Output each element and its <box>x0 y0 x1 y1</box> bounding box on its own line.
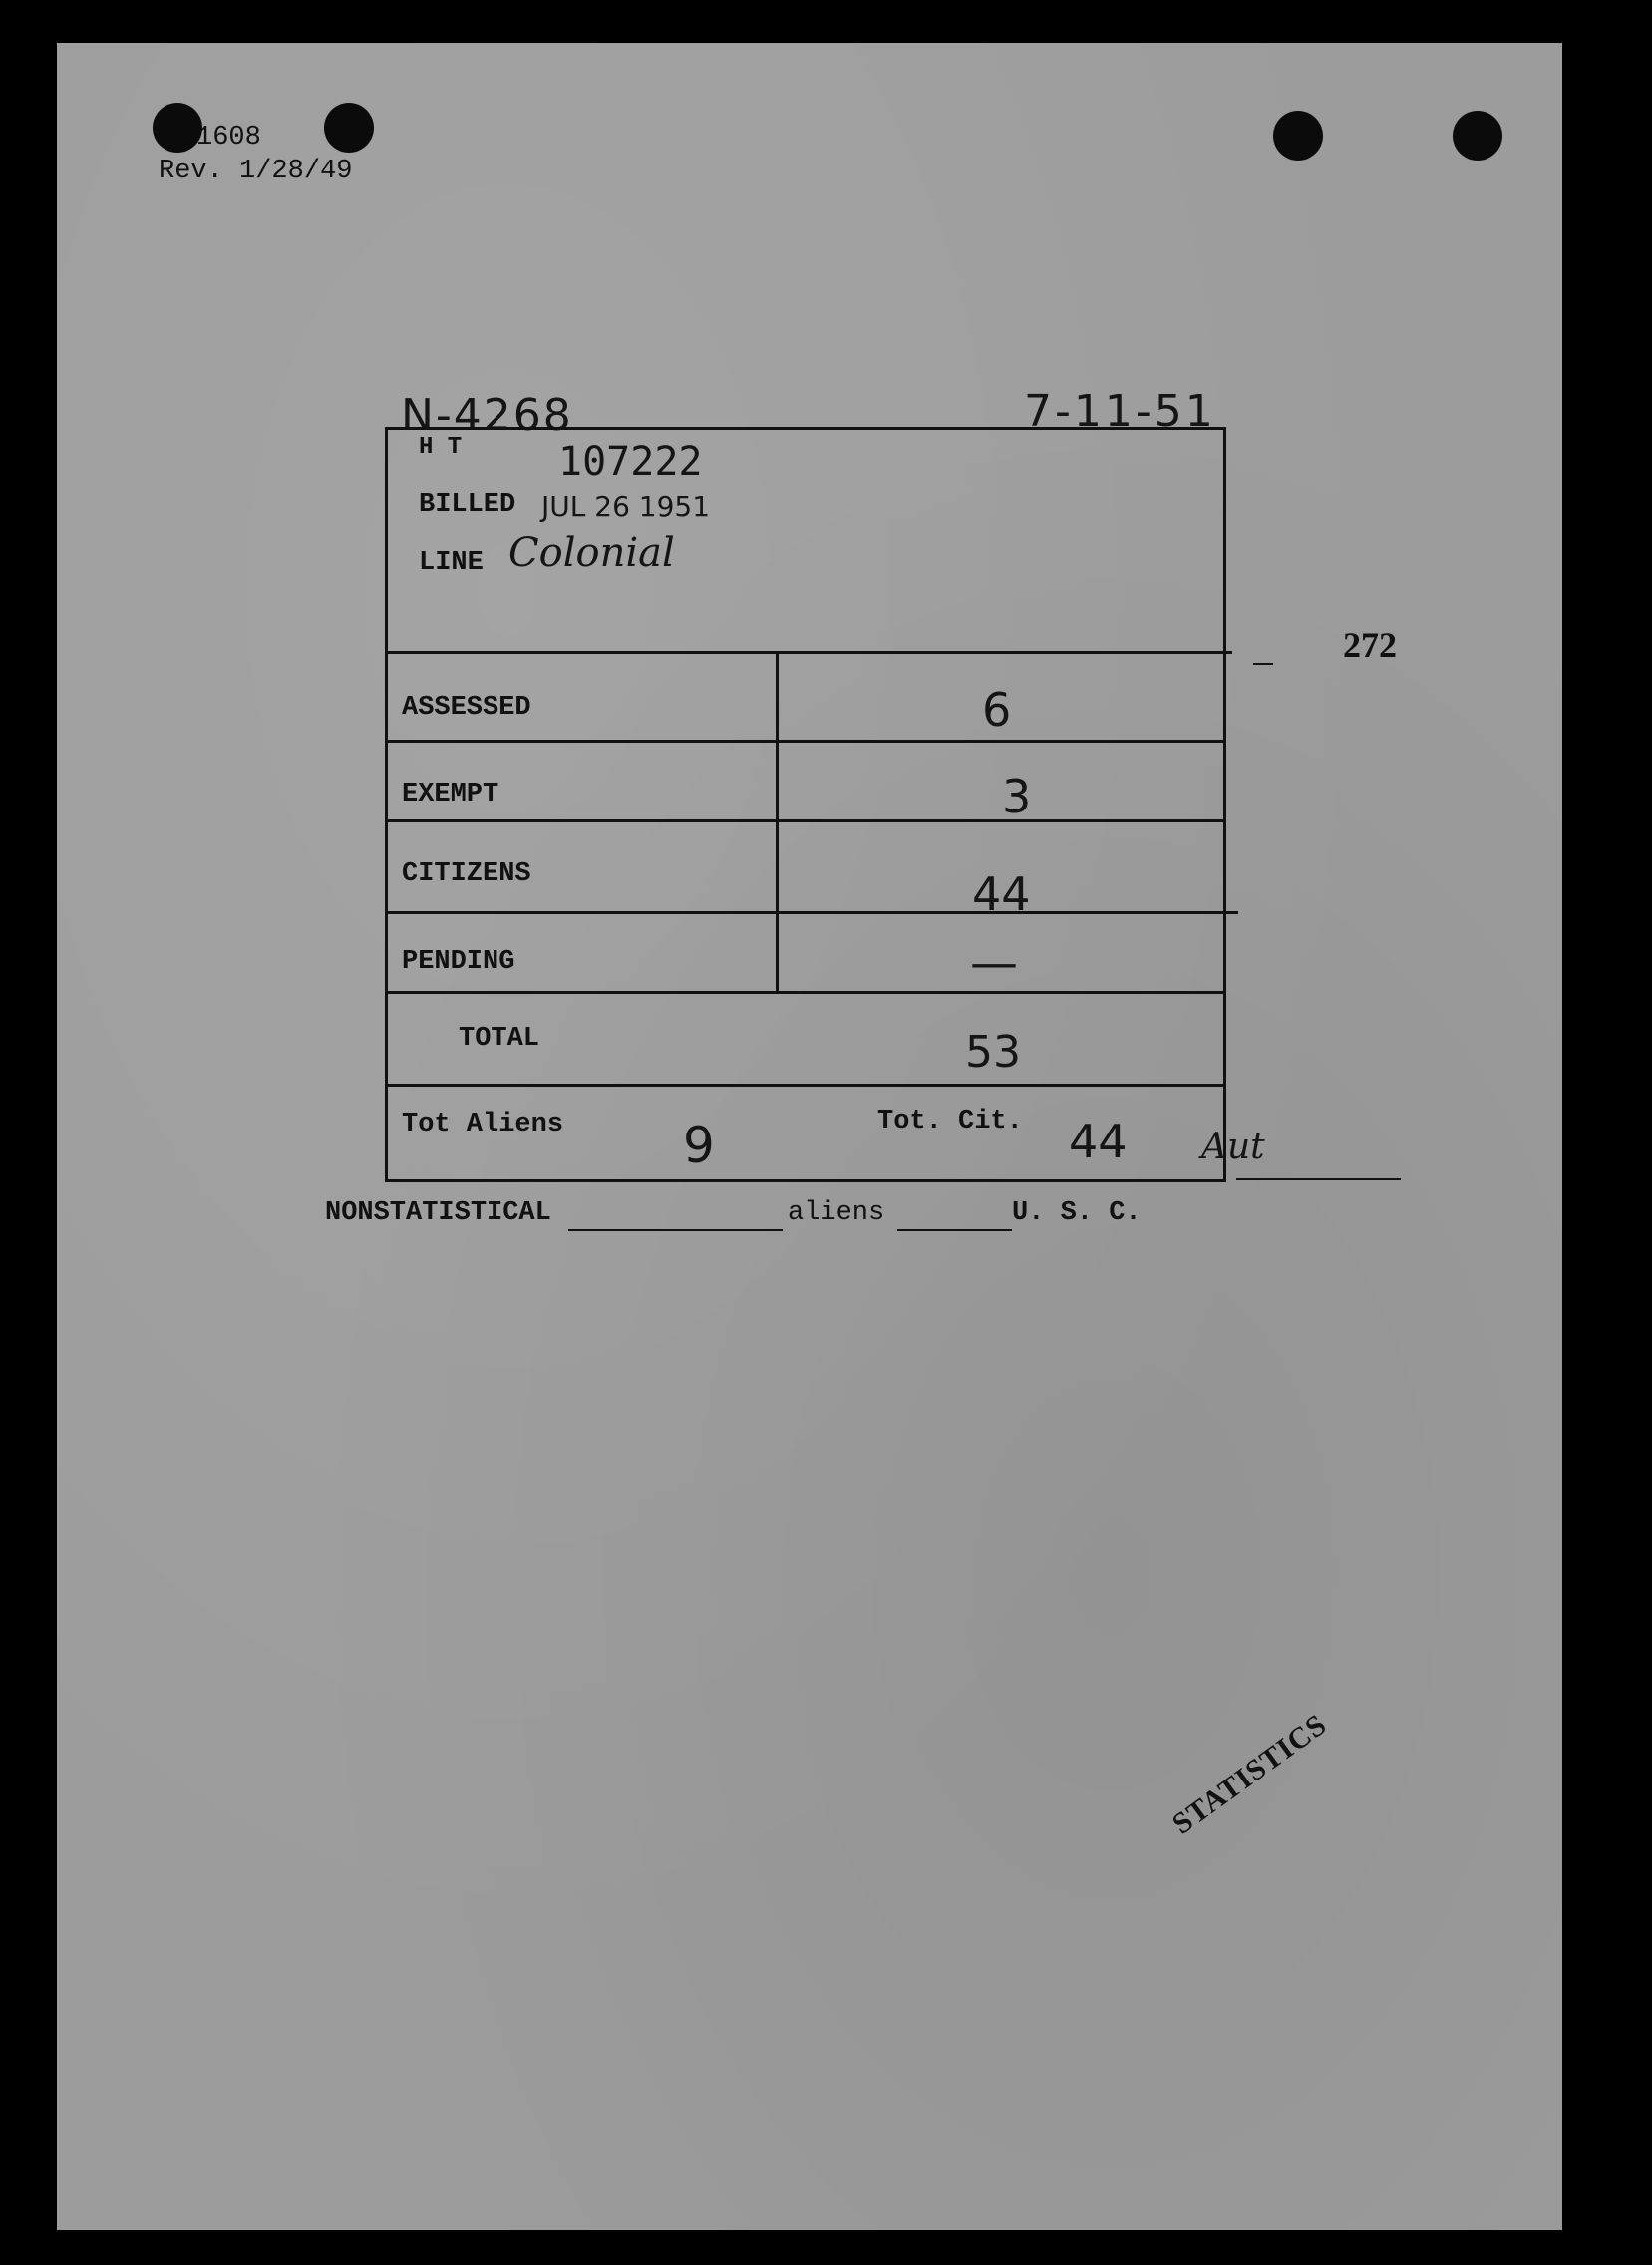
side-tick <box>1253 663 1273 665</box>
row-label-exempt: EXEMPT <box>402 780 499 809</box>
file-number-handwritten: N-4268 <box>401 390 573 441</box>
punch-hole <box>153 103 202 153</box>
row-label-pending: PENDING <box>402 947 515 977</box>
statistics-stamp: STATISTICS <box>1166 1707 1333 1841</box>
total-label: TOTAL <box>459 1024 540 1054</box>
aliens-blank <box>897 1229 1012 1231</box>
usc-label: U. S. C. <box>1012 1198 1142 1228</box>
divider <box>385 740 1226 743</box>
billed-date: JUL 26 1951 <box>541 490 711 523</box>
row-value-pending: — <box>970 935 1018 991</box>
row-value-exempt: 3 <box>1002 770 1032 823</box>
billed-label: BILLED <box>419 490 516 520</box>
date-handwritten: 7-11-51 <box>1024 386 1216 437</box>
divider <box>385 651 1232 654</box>
punch-hole <box>324 103 374 153</box>
divider <box>385 1084 1226 1087</box>
row-value-assessed: 6 <box>982 683 1012 737</box>
divider <box>385 911 1238 914</box>
signature-line <box>1236 1178 1401 1180</box>
punch-hole <box>1273 111 1323 161</box>
tot-cit-value: 44 <box>1069 1115 1128 1168</box>
tot-cit-label: Tot. Cit. <box>877 1107 1023 1136</box>
total-value: 53 <box>965 1027 1021 1078</box>
ht-label: H T <box>419 434 463 461</box>
nonstatistical-blank <box>568 1229 783 1231</box>
line-label: LINE <box>419 548 484 578</box>
column-divider <box>776 654 779 991</box>
tot-aliens-value: 9 <box>683 1117 715 1174</box>
row-label-assessed: ASSESSED <box>402 693 531 723</box>
tot-aliens-label: Tot Aliens <box>402 1110 564 1139</box>
punch-hole <box>1453 111 1502 161</box>
divider <box>385 991 1226 994</box>
row-label-citizens: CITIZENS <box>402 859 531 889</box>
initials-handwritten: Aut <box>1201 1127 1265 1167</box>
nonstatistical-label: NONSTATISTICAL <box>325 1198 551 1228</box>
divider <box>385 819 1226 822</box>
aliens-label: aliens <box>788 1198 885 1228</box>
line-value-handwritten: Colonial <box>508 530 675 576</box>
form-number: 1608 <box>196 123 261 153</box>
form-revision: Rev. 1/28/49 <box>159 157 353 186</box>
row-value-citizens: 44 <box>972 867 1031 921</box>
ht-number: 107222 <box>558 439 703 485</box>
side-number: 272 <box>1343 625 1397 665</box>
